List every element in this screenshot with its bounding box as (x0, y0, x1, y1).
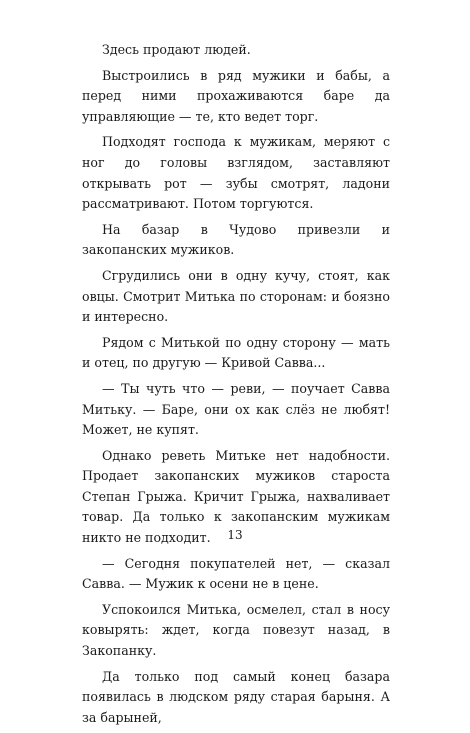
paragraph: Подходят господа к мужикам, меряют с ног до головы взглядом, заставляют открывать рот — зубы смотрят, ладони рассматривают. Потом торгуются. (82, 134, 390, 212)
paragraph: Сгрудились они в одну кучу, стоят, как овцы. Смотрит Митька по сторонам: и боязно и интересно. (82, 267, 390, 325)
body-text (82, 40, 390, 733)
paragraph: Здесь продают людей. (102, 42, 251, 57)
paragraph: — Сегодня покупателей нет, — сказал Савва. — Мужик к осени не в цене. (82, 555, 390, 592)
paragraph: Успокоился Митька, осмелел, стал в носу ковырять: ждет, когда повезут назад, в Закопанку. (82, 601, 390, 659)
paragraph: — Ты чуть что — реви, — поучает Савва Митьку. — Баре, они ох как слёз не любят! Может, не купят. (82, 380, 390, 438)
paragraph: Да только под самый конец базара появилась в людском ряду старая барыня. А за барыней, (82, 668, 390, 725)
paragraph: Однако реветь Митьке нет надобности. Продает закопанских мужиков староста Степан Грыжа. Кричит Грыжа, нахваливает товар. Да только к закопанским мужикам никто не подходит. (82, 447, 390, 546)
paragraph: Рядом с Митькой по одну сторону — мать и отец, по другую — Кривой Савва... (82, 334, 390, 371)
page-number: 13 (227, 528, 243, 542)
paragraph: Выстроились в ряд мужики и бабы, а перед ними прохаживаются баре да управляющие — те, кто ведет торг. (82, 67, 390, 124)
paragraph: На базар в Чудово привезли и закопанских мужиков. (82, 221, 390, 258)
